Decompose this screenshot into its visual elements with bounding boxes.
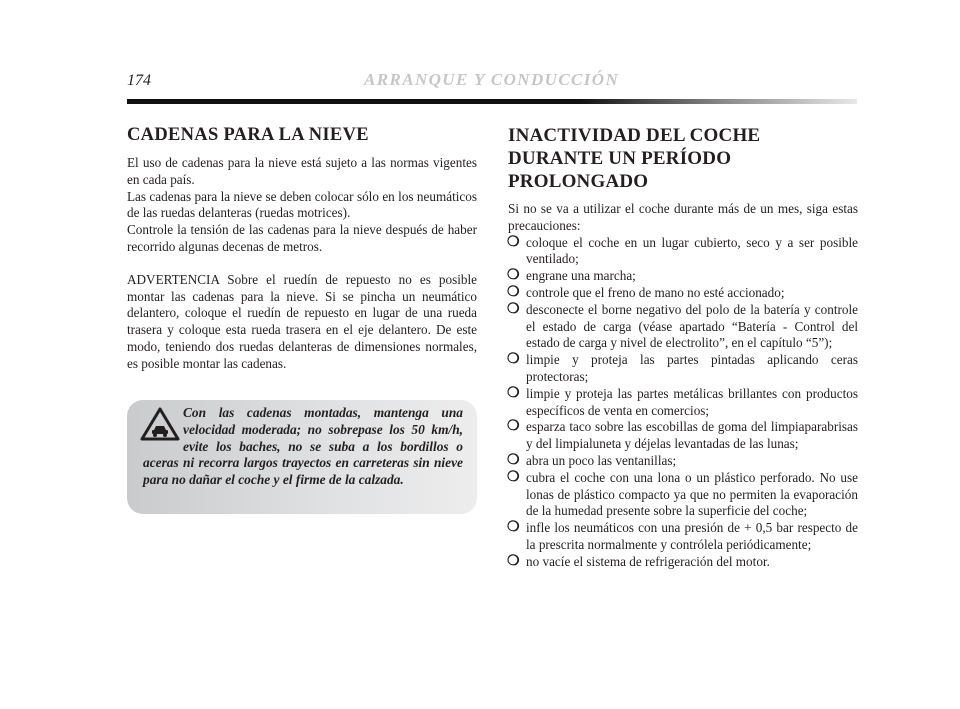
bullet-circle-icon: ❍: [507, 452, 520, 468]
list-item-text: abra un poco las ventanillas;: [526, 452, 677, 468]
list-item: [508, 235, 858, 269]
left-column: [127, 124, 477, 373]
storage-heading: INACTIVIDAD DEL COCHE DURANTE UN PERÍODO PROLONGADO: [508, 125, 761, 192]
list-item-text: controle que el freno de mano no esté accionado;: [526, 284, 785, 300]
list-item-text: cubra el coche con una lona o un plástico perforado. No use lonas de plástico compacto ya que no permiten la evaporación de la humedad presente sobre la superficie del coche;: [526, 469, 858, 519]
bullet-circle-icon: ❍: [507, 352, 520, 368]
list-item-text: desconecte el borne negativo del polo de la batería y controle el estado de carga (véase apartado “Batería - Control del estado de carga y nivel de electrolito”, en el capítulo “5”);: [526, 301, 858, 351]
storage-intro: Si no se va a utilizar el coche durante más de un mes, siga estas precauciones:: [508, 201, 858, 233]
list-item-text: esparza taco sobre las escobillas de goma del limpiaparabrisas y del limpialuneta y déjelas levantadas de las lunas;: [526, 419, 858, 452]
bullet-circle-icon: ❍: [507, 234, 520, 250]
bullet-circle-icon: ❍: [507, 469, 520, 485]
bullet-circle-icon: ❍: [507, 520, 520, 536]
page-header: [127, 68, 857, 98]
list-item: [508, 352, 858, 386]
bullet-circle-icon: ❍: [507, 385, 520, 401]
list-item-text: coloque el coche en un lugar cubierto, seco y a ser posible ventilado;: [526, 234, 858, 267]
warning-box: [127, 400, 477, 514]
list-item: [508, 285, 858, 302]
snow-chains-heading: CADENAS PARA LA NIEVE: [127, 125, 369, 145]
chains-paragraph-tension: Controle la tensión de las cadenas para la nieve después de haber recorrido algunas decenas de metros.: [127, 222, 477, 254]
list-item: [508, 419, 858, 453]
list-item: [508, 453, 858, 470]
warning-text: Con las cadenas montadas, mantenga una velocidad moderada; no sobrepase los 50 km/h, evite los baches, no se suba a los bordillos o aceras ni recorra largos trayectos en carreteras sin nieve para no dañar el coche y el firme de la calzada.: [143, 405, 463, 488]
header-rule: [127, 99, 857, 104]
list-item-text: engrane una marcha;: [526, 268, 636, 284]
bullet-circle-icon: ❍: [507, 301, 520, 317]
list-item: [508, 520, 858, 554]
bullet-circle-icon: ❍: [507, 419, 520, 435]
bullet-circle-icon: ❍: [507, 284, 520, 300]
list-item: [508, 470, 858, 520]
list-item-text: limpie y proteja las partes pintadas aplicando ceras protectoras;: [526, 352, 858, 384]
running-title: ARRANQUE Y CONDUCCIÓN: [364, 70, 620, 89]
chains-paragraph-fitting: Las cadenas para la nieve se deben colocar sólo en los neumáticos de las ruedas delanteras (ruedas motrices).: [127, 188, 477, 221]
list-item-text: no vacíe el sistema de refrigeración del motor.: [526, 553, 770, 569]
list-item: [508, 386, 858, 420]
list-item: [508, 554, 858, 571]
list-item: [508, 268, 858, 285]
bullet-circle-icon: ❍: [507, 553, 520, 569]
list-item-text: infle los neumáticos con una presión de + 0,5 bar respecto de la prescrita normalmente y contrólela periódicamente;: [526, 520, 858, 552]
chains-paragraph-regulations: El uso de cadenas para la nieve está sujeto a las normas vigentes en cada país.: [127, 155, 477, 187]
list-item: [508, 302, 858, 352]
right-column: [508, 124, 858, 571]
page-number: 174: [127, 72, 151, 89]
bullet-circle-icon: ❍: [507, 268, 520, 284]
storage-precautions-list: [508, 235, 858, 571]
chains-paragraph-advertencia: ADVERTENCIA Sobre el ruedín de repuesto no es posible montar las cadenas para la nieve. Si se pincha un neumático delantero, coloque el ruedín de repuesto en lugar de una rueda trasera y coloque esta rueda trasera en el eje delantero. De este modo, teniendo dos ruedas delanteras de dimensiones normales, es posible montar las cadenas.: [127, 271, 477, 371]
list-item-text: limpie y proteja las partes metálicas brillantes con productos específicos de venta en comercios;: [526, 385, 858, 418]
